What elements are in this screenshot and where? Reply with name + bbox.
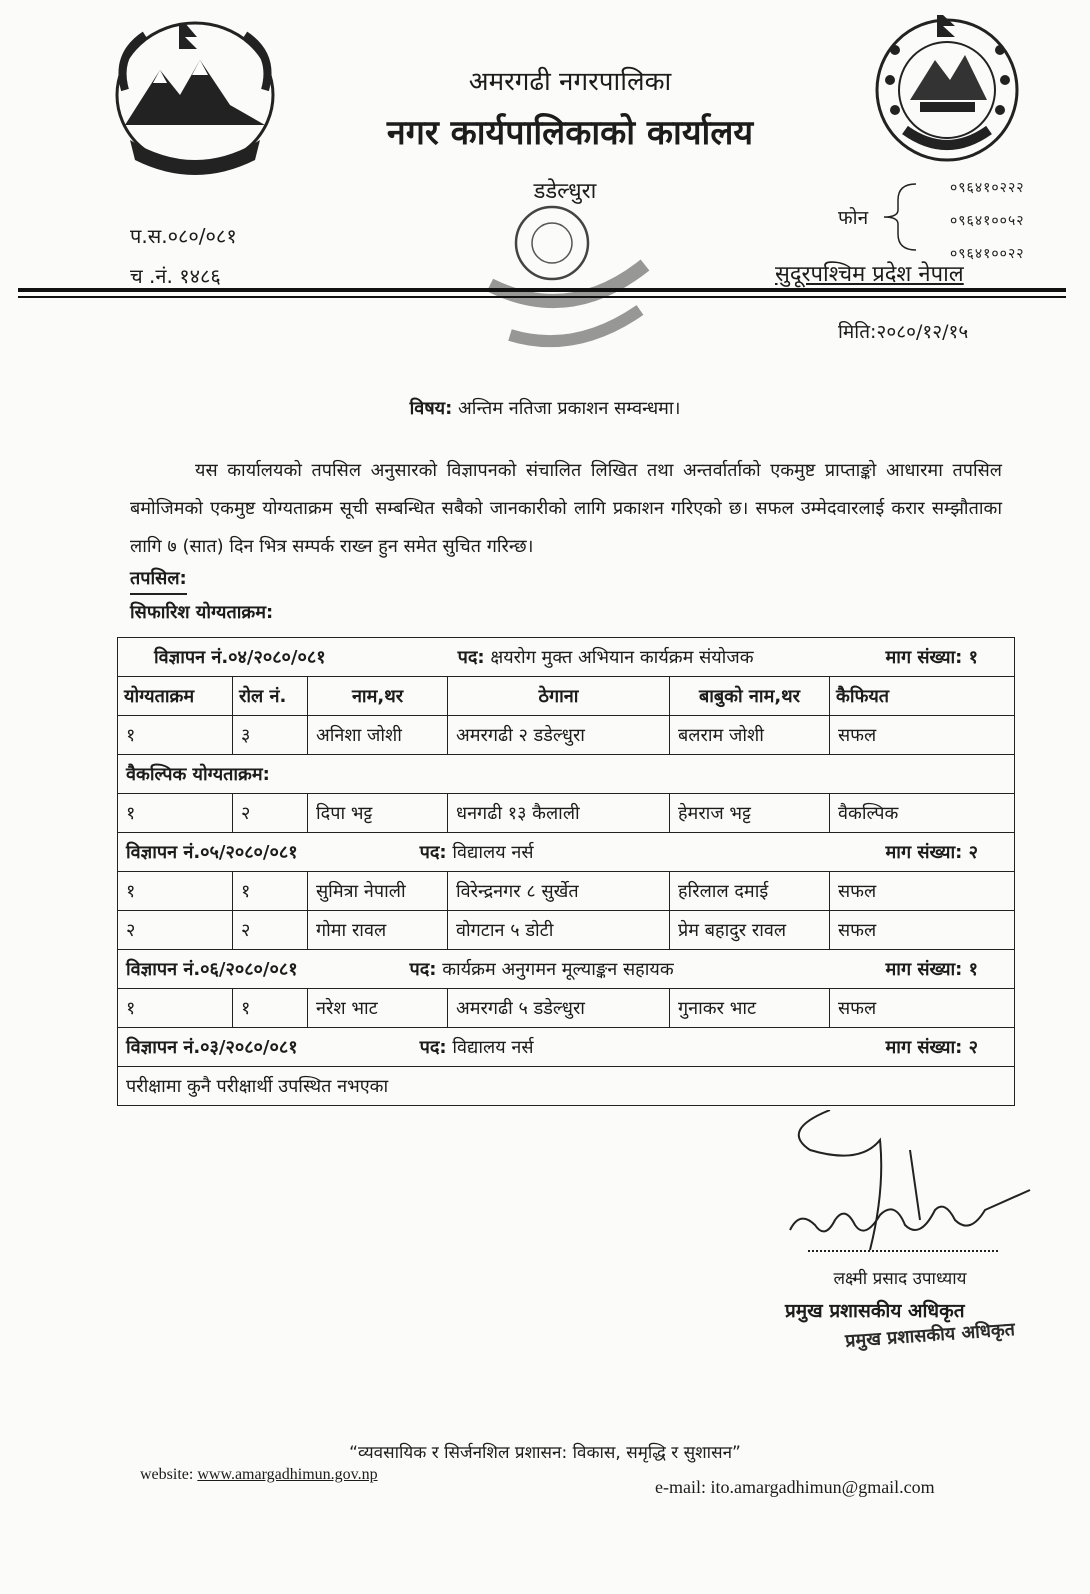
brace-icon xyxy=(878,182,918,252)
ad-number: विज्ञापन नं.०३/२०८०/०८१ xyxy=(126,1037,298,1058)
cell-remarks: सफल xyxy=(830,872,1015,911)
cell-roll: १ xyxy=(233,989,308,1028)
header-divider xyxy=(18,296,1066,298)
cell-roll: २ xyxy=(233,794,308,833)
alternate-label-row xyxy=(118,755,1015,794)
col-header-father: बाबुको नाम,थर xyxy=(670,677,830,716)
results-table xyxy=(117,637,1015,1106)
table-row xyxy=(118,716,1015,755)
subject-label: विषय: xyxy=(409,398,453,419)
table-row xyxy=(118,794,1015,833)
ad-header-row xyxy=(118,1028,1015,1067)
phone-numbers xyxy=(950,172,1025,271)
signatory-post: प्रमुख प्रशासकीय अधिकृत xyxy=(785,1300,965,1322)
ad-number: विज्ञापन नं.०६/२०८०/०८१ xyxy=(126,959,298,980)
ad-header-row xyxy=(118,638,1015,677)
website-link[interactable]: www.amargadhimun.gov.np xyxy=(197,1466,378,1483)
signatory-name: लक्ष्मी प्रसाद उपाध्याय xyxy=(833,1269,967,1289)
ad-number: विज्ञापन नं.०४/२०८०/०८१ xyxy=(154,647,326,668)
col-header-address: ठेगाना xyxy=(448,677,670,716)
cell-rank: २ xyxy=(118,911,233,950)
cell-father: बलराम जोशी xyxy=(670,716,830,755)
cell-remarks: सफल xyxy=(830,911,1015,950)
cell-rank: १ xyxy=(118,989,233,1028)
district-name: डडेल्धुरा xyxy=(533,179,597,204)
demand-count: माग संख्या: २ xyxy=(885,842,978,863)
phone-number: ०९६४१००२२ xyxy=(950,246,1025,262)
ad-header-row xyxy=(118,950,1015,989)
col-header-remarks: कैफियत xyxy=(830,677,1015,716)
cell-rank: १ xyxy=(118,872,233,911)
post-name: पद: विद्यालय नर्स xyxy=(419,1037,534,1058)
table-row xyxy=(118,872,1015,911)
subject-text: अन्तिम नतिजा प्रकाशन सम्वन्धमा। xyxy=(458,398,681,419)
reference-number: प.स.०८०/०८१ xyxy=(130,224,237,248)
col-header-rank: योग्यताक्रम xyxy=(118,677,233,716)
nepal-emblem-icon xyxy=(105,15,285,185)
cell-remarks: वैकल्पिक xyxy=(830,794,1015,833)
cell-father: हेमराज भट्ट xyxy=(670,794,830,833)
phone-number: ०९६४१०२२२ xyxy=(950,180,1025,196)
demand-count: माग संख्या: १ xyxy=(885,959,978,980)
cell-father: हरिलाल दमाई xyxy=(670,872,830,911)
body-text: यस कार्यालयको तपसिल अनुसारको विज्ञापनको संचालित लिखित तथा अन्तर्वार्ताको एकमुष्ट प्राप्ताङ्को आधारमा तपसिल बमोजिमको एकमुष्ट योग्यताक्रम सूची सम्बन्धित सबैको जानकारीको लागि प्रकाशन गरिएको छ। सफल उम्मेदवारलाई करार सम्झौताका लागि ७ (सात) दिन भित्र सम्पर्क राख्न हुन समेत सुचित गरिन्छ। xyxy=(130,460,1002,557)
details-heading: तपसिल: xyxy=(130,566,187,595)
subject-line xyxy=(0,396,1090,420)
no-candidate-row xyxy=(118,1067,1015,1106)
cell-address: धनगढी १३ कैलाली xyxy=(448,794,670,833)
demand-count: माग संख्या: २ xyxy=(885,1037,978,1058)
municipality-logo-icon xyxy=(865,10,1030,170)
post-name: पद: क्षयरोग मुक्त अभियान कार्यक्रम संयोजक xyxy=(457,647,754,668)
post-name: पद: कार्यक्रम अनुगमन मूल्याङ्कन सहायक xyxy=(409,959,674,980)
column-header-row xyxy=(118,677,1015,716)
office-stamp-icon xyxy=(480,195,655,355)
cell-address: विरेन्द्रनगर ८ सुर्खेत xyxy=(448,872,670,911)
alternate-rank-label: वैकल्पिक योग्यताक्रम: xyxy=(118,755,1015,794)
office-name: नगर कार्यपालिकाको कार्यालय xyxy=(386,113,754,153)
cell-roll: २ xyxy=(233,911,308,950)
cell-address: वोगटान ५ डोटी xyxy=(448,911,670,950)
cell-name: दिपा भट्ट xyxy=(308,794,448,833)
phone-label: फोन xyxy=(838,207,869,229)
cell-name: सुमित्रा नेपाली xyxy=(308,872,448,911)
designation-stamp: प्रमुख प्रशासकीय अधिकृत xyxy=(844,1319,1016,1352)
cell-roll: ३ xyxy=(233,716,308,755)
body-paragraph xyxy=(130,452,1002,566)
header-divider xyxy=(18,288,1066,292)
post-name: पद: विद्यालय नर्स xyxy=(419,842,534,863)
table-row xyxy=(118,989,1015,1028)
cell-name: नरेश भाट xyxy=(308,989,448,1028)
footer-email: e-mail: ito.amargadhimun@gmail.com xyxy=(655,1477,935,1497)
cell-name: अनिशा जोशी xyxy=(308,716,448,755)
cell-rank: १ xyxy=(118,794,233,833)
phone-number: ०९६४१००५२ xyxy=(950,213,1025,229)
cell-name: गोमा रावल xyxy=(308,911,448,950)
province-name: सुदूरपश्चिम प्रदेश नेपाल xyxy=(775,262,964,287)
website-label: website: xyxy=(140,1466,194,1483)
demand-count: माग संख्या: १ xyxy=(885,647,978,668)
table-row xyxy=(118,911,1015,950)
cell-rank: १ xyxy=(118,716,233,755)
recommended-heading: सिफारिश योग्यताक्रम: xyxy=(130,602,274,623)
cell-address: अमरगढी २ डडेल्धुरा xyxy=(448,716,670,755)
signature-icon xyxy=(770,1110,1040,1260)
cell-father: प्रेम बहादुर रावल xyxy=(670,911,830,950)
cell-father: गुनाकर भाट xyxy=(670,989,830,1028)
signature-line xyxy=(808,1250,998,1252)
cell-roll: १ xyxy=(233,872,308,911)
cell-remarks: सफल xyxy=(830,716,1015,755)
dispatch-number: च .नं. १४८६ xyxy=(130,264,221,288)
col-header-name: नाम,थर xyxy=(308,677,448,716)
ad-header-row xyxy=(118,833,1015,872)
footer-website xyxy=(140,1466,378,1484)
cell-address: अमरगढी ५ डडेल्धुरा xyxy=(448,989,670,1028)
no-candidate-note: परीक्षामा कुनै परीक्षार्थी उपस्थित नभएका xyxy=(118,1067,1015,1106)
ad-number: विज्ञापन नं.०५/२०८०/०८१ xyxy=(126,842,298,863)
cell-remarks: सफल xyxy=(830,989,1015,1028)
municipality-name: अमरगढी नगरपालिका xyxy=(468,67,672,97)
letter-date: मिति:२०८०/१२/१५ xyxy=(838,321,969,343)
col-header-roll: रोल नं. xyxy=(233,677,308,716)
footer-motto: “व्यवसायिक र सिर्जनशिल प्रशासन: विकास, समृद्धि र सुशासन” xyxy=(349,1443,741,1463)
